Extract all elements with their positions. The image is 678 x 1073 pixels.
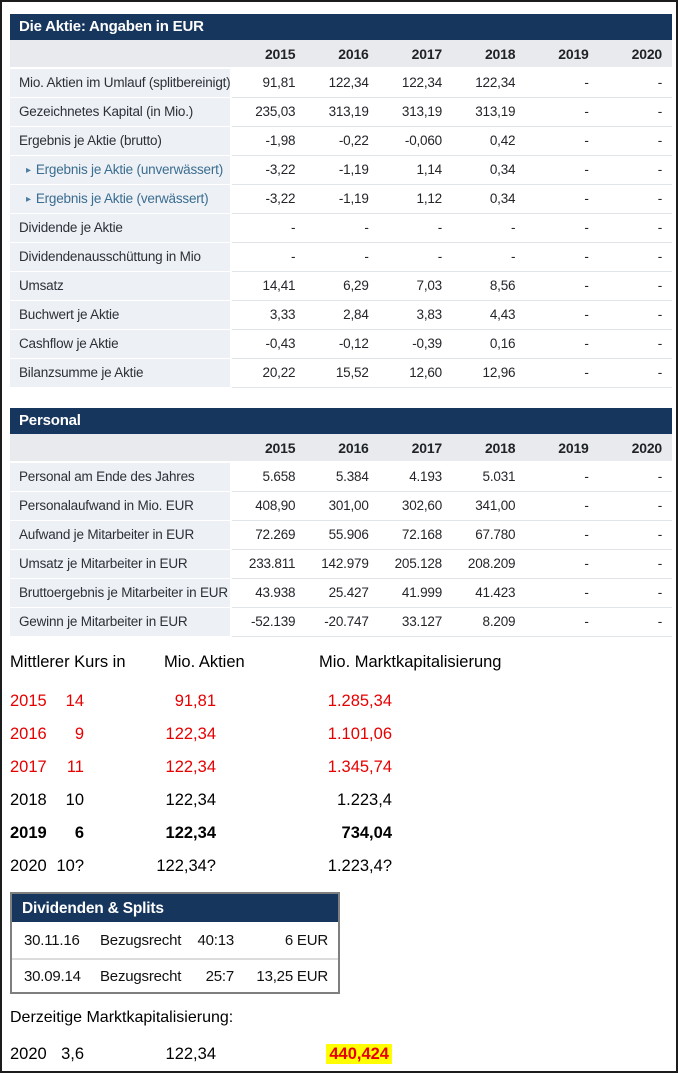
- kurs-row-aktien: 122,34: [165, 725, 216, 743]
- row-label-text: Ergebnis je Aktie (verwässert): [35, 191, 209, 206]
- row-label-text: Umsatz: [19, 278, 64, 293]
- kurs-row-kurs: 6: [74, 824, 84, 842]
- value-cell: -1,19: [305, 156, 378, 185]
- row-label-text: Mio. Aktien im Umlauf (splitbereinigt): [19, 75, 231, 90]
- kurs-row: [10, 850, 668, 883]
- dividend-row: [12, 924, 338, 958]
- expand-arrow-icon: ▸: [26, 165, 31, 176]
- aktie-table-title: Die Aktie: Angaben in EUR: [10, 14, 672, 40]
- row-label: [10, 579, 232, 608]
- table-row: [10, 550, 672, 579]
- kurs-row: [10, 784, 668, 817]
- year-header: 2017: [411, 45, 442, 62]
- row-label-text: Dividendenausschüttung in Mio: [19, 249, 201, 264]
- row-label-text: Buchwert je Aktie: [19, 307, 120, 322]
- dividend-type: Bezugsrecht: [100, 932, 182, 949]
- value-cell: -: [599, 330, 672, 359]
- table-row: [10, 69, 672, 98]
- value-cell: -: [379, 243, 452, 272]
- table-row: [10, 185, 672, 214]
- value-cell: 5.658: [232, 463, 305, 492]
- value-cell: -: [525, 69, 598, 98]
- value-cell: 2,84: [305, 301, 378, 330]
- value-cell: 8.209: [452, 608, 525, 637]
- kurs-row-aktien: 122,34: [165, 824, 216, 842]
- value-cell: -0,22: [305, 127, 378, 156]
- row-label: [10, 550, 232, 579]
- year-header: 2020: [631, 439, 662, 456]
- value-cell: -: [379, 214, 452, 243]
- table-row: [10, 330, 672, 359]
- value-cell: -0,43: [232, 330, 305, 359]
- dividend-amount: 6 EUR: [284, 932, 328, 949]
- kurs-row-marktkap: 734,04: [341, 824, 392, 842]
- row-label-text: Personalaufwand in Mio. EUR: [19, 498, 194, 513]
- kurs-row-aktien: 122,34: [165, 791, 216, 809]
- year-header: 2015: [264, 439, 296, 456]
- kurs-row: [10, 817, 668, 850]
- value-cell: 5.384: [305, 463, 378, 492]
- kurs-row-aktien: 91,81: [174, 692, 216, 710]
- row-label: [10, 301, 232, 330]
- kurs-row-aktien: 122,34?: [156, 857, 216, 875]
- row-label-text: Aufwand je Mitarbeiter in EUR: [19, 527, 195, 542]
- value-cell: -: [525, 127, 598, 156]
- year-header: 2016: [338, 45, 369, 62]
- value-cell: 313,19: [452, 98, 525, 127]
- value-cell: -52.139: [232, 608, 305, 637]
- value-cell: -: [599, 214, 672, 243]
- expand-arrow-icon: ▸: [26, 194, 31, 205]
- value-cell: -20.747: [305, 608, 378, 637]
- value-cell: 12,96: [452, 359, 525, 388]
- aktie-year-header-row: [10, 40, 672, 69]
- row-label: [10, 69, 232, 98]
- value-cell: -: [452, 243, 525, 272]
- value-cell: 20,22: [232, 359, 305, 388]
- value-cell: -: [452, 214, 525, 243]
- dividends-table-title: Dividenden & Splits: [12, 894, 338, 924]
- row-label-text: Cashflow je Aktie: [19, 336, 119, 351]
- value-cell: -: [525, 243, 598, 272]
- row-label: [10, 98, 232, 127]
- row-label: [10, 463, 232, 492]
- dividend-date: 30.11.16: [24, 932, 80, 949]
- kurs-header-marketcap: Mio. Marktkapitalisierung: [319, 653, 502, 671]
- value-cell: 313,19: [305, 98, 378, 127]
- value-cell: -: [599, 127, 672, 156]
- value-cell: 25.427: [305, 579, 378, 608]
- value-cell: -: [305, 214, 378, 243]
- value-cell: -: [599, 301, 672, 330]
- dividends-rows: [12, 924, 338, 992]
- value-cell: -0,39: [379, 330, 452, 359]
- value-cell: 0,34: [452, 156, 525, 185]
- table-row: [10, 463, 672, 492]
- value-cell: 6,29: [305, 272, 378, 301]
- value-cell: -: [599, 492, 672, 521]
- value-cell: 341,00: [452, 492, 525, 521]
- row-label: [10, 330, 232, 359]
- kurs-row-marktkap: 1.285,34: [327, 692, 392, 710]
- year-header: 2017: [411, 439, 442, 456]
- value-cell: 14,41: [232, 272, 305, 301]
- value-cell: -: [599, 463, 672, 492]
- value-cell: -: [525, 330, 598, 359]
- row-label: [10, 272, 232, 301]
- value-cell: -: [599, 359, 672, 388]
- kurs-row-kurs: 11: [66, 758, 84, 776]
- dividend-ratio: 25:7: [205, 968, 234, 985]
- value-cell: -: [525, 156, 598, 185]
- row-label-text: Personal am Ende des Jahres: [19, 469, 195, 484]
- current-cap-value-cell: [216, 1045, 392, 1064]
- value-cell: 122,34: [305, 69, 378, 98]
- kurs-header-shares: Mio. Aktien: [164, 653, 245, 671]
- year-header: 2020: [631, 45, 662, 62]
- value-cell: 43.938: [232, 579, 305, 608]
- kurs-row-kurs: 9: [74, 725, 84, 743]
- dividend-type: Bezugsrecht: [100, 968, 182, 985]
- table-row: [10, 579, 672, 608]
- value-cell: -: [525, 550, 598, 579]
- kurs-row-year: 2017: [10, 758, 47, 776]
- value-cell: -: [232, 214, 305, 243]
- row-label-text: Bruttoergebnis je Mitarbeiter in EUR: [19, 585, 228, 600]
- year-header: 2018: [484, 439, 516, 456]
- value-cell: 122,34: [452, 69, 525, 98]
- row-label-text: Dividende je Aktie: [19, 220, 123, 235]
- row-label: [10, 521, 232, 550]
- expandable-row-label[interactable]: [10, 156, 232, 185]
- value-cell: 142.979: [305, 550, 378, 579]
- kurs-row-marktkap: 1.223,4: [336, 791, 392, 809]
- value-cell: -3,22: [232, 185, 305, 214]
- value-cell: -1,19: [305, 185, 378, 214]
- row-label-text: Ergebnis je Aktie (unverwässert): [35, 162, 224, 177]
- value-cell: -: [525, 214, 598, 243]
- value-cell: -: [305, 243, 378, 272]
- value-cell: -: [599, 521, 672, 550]
- value-cell: 122,34: [379, 69, 452, 98]
- value-cell: 1,12: [379, 185, 452, 214]
- kurs-row: [10, 751, 668, 784]
- row-label-text: Ergebnis je Aktie (brutto): [19, 133, 162, 148]
- value-cell: 235,03: [232, 98, 305, 127]
- value-cell: 4.193: [379, 463, 452, 492]
- dividend-amount: 13,25 EUR: [256, 968, 328, 985]
- kurs-section: [10, 653, 668, 883]
- dividend-row: [12, 958, 338, 992]
- kurs-row-kurs: 14: [65, 692, 84, 710]
- kurs-row-marktkap: 1.101,06: [327, 725, 392, 743]
- current-cap-price: 3,6: [61, 1044, 84, 1063]
- row-label: [10, 359, 232, 388]
- value-cell: 0,16: [452, 330, 525, 359]
- value-cell: -3,22: [232, 156, 305, 185]
- value-cell: -: [525, 301, 598, 330]
- dividend-ratio: 40:13: [197, 932, 234, 949]
- value-cell: 7,03: [379, 272, 452, 301]
- value-cell: -: [599, 243, 672, 272]
- current-cap-label: Derzeitige Marktkapitalisierung:: [10, 1009, 234, 1026]
- dividends-table: [10, 892, 340, 994]
- aktie-table-body: [10, 69, 672, 388]
- value-cell: 8,56: [452, 272, 525, 301]
- current-cap-year: 2020: [10, 1044, 47, 1063]
- table-row: [10, 521, 672, 550]
- kurs-row-marktkap: 1.223,4?: [327, 857, 392, 875]
- value-cell: -1,98: [232, 127, 305, 156]
- year-header: 2018: [484, 45, 516, 62]
- value-cell: -: [599, 69, 672, 98]
- value-cell: -0,12: [305, 330, 378, 359]
- value-cell: -: [525, 185, 598, 214]
- page: [2, 2, 676, 1071]
- kurs-row-kurs: 10: [65, 791, 84, 809]
- personal-table: [10, 408, 672, 637]
- value-cell: 55.906: [305, 521, 378, 550]
- year-header: 2015: [264, 45, 296, 62]
- value-cell: 205.128: [379, 550, 452, 579]
- value-cell: -: [525, 359, 598, 388]
- value-cell: 313,19: [379, 98, 452, 127]
- kurs-row-marktkap: 1.345,74: [327, 758, 392, 776]
- table-row: [10, 156, 672, 185]
- kurs-row: [10, 718, 668, 751]
- value-cell: -: [525, 98, 598, 127]
- value-cell: -0,060: [379, 127, 452, 156]
- value-cell: 67.780: [452, 521, 525, 550]
- kurs-row: [10, 685, 668, 718]
- value-cell: 3,33: [232, 301, 305, 330]
- row-label: [10, 127, 232, 156]
- highlighted-marketcap-value: 440,424: [326, 1044, 392, 1064]
- value-cell: 41.999: [379, 579, 452, 608]
- table-row: [10, 243, 672, 272]
- kurs-row-year: 2016: [10, 725, 47, 743]
- table-row: [10, 127, 672, 156]
- row-label: [10, 608, 232, 637]
- table-row: [10, 214, 672, 243]
- value-cell: -: [599, 550, 672, 579]
- row-label-text: Umsatz je Mitarbeiter in EUR: [19, 556, 188, 571]
- value-cell: 91,81: [232, 69, 305, 98]
- value-cell: 5.031: [452, 463, 525, 492]
- value-cell: 72.269: [232, 521, 305, 550]
- row-label-text: Gezeichnetes Kapital (in Mio.): [19, 104, 194, 119]
- value-cell: 12,60: [379, 359, 452, 388]
- row-label: [10, 492, 232, 521]
- table-row: [10, 492, 672, 521]
- value-cell: 0,34: [452, 185, 525, 214]
- year-header: 2019: [558, 439, 589, 456]
- value-cell: -: [232, 243, 305, 272]
- value-cell: 208.209: [452, 550, 525, 579]
- aktie-table: [10, 14, 672, 388]
- value-cell: 0,42: [452, 127, 525, 156]
- row-label-text: Bilanzsumme je Aktie: [19, 365, 144, 380]
- value-cell: -: [525, 608, 598, 637]
- dividend-date: 30.09.14: [24, 968, 81, 985]
- value-cell: -: [599, 185, 672, 214]
- value-cell: 72.168: [379, 521, 452, 550]
- kurs-rows: [10, 685, 668, 883]
- row-label-text: Gewinn je Mitarbeiter in EUR: [19, 614, 188, 629]
- value-cell: 301,00: [305, 492, 378, 521]
- value-cell: -: [599, 156, 672, 185]
- value-cell: 408,90: [232, 492, 305, 521]
- value-cell: 3,83: [379, 301, 452, 330]
- kurs-row-year: 2015: [10, 692, 47, 710]
- value-cell: 33.127: [379, 608, 452, 637]
- value-cell: -: [525, 579, 598, 608]
- table-row: [10, 608, 672, 637]
- value-cell: -: [599, 579, 672, 608]
- value-cell: -: [525, 272, 598, 301]
- value-cell: -: [599, 608, 672, 637]
- kurs-header-price: Mittlerer Kurs in: [10, 653, 126, 671]
- value-cell: -: [525, 463, 598, 492]
- kurs-header-row: [10, 653, 668, 675]
- value-cell: 1,14: [379, 156, 452, 185]
- year-header: 2016: [338, 439, 369, 456]
- current-cap-shares: 122,34: [165, 1044, 216, 1063]
- kurs-row-year: 2020: [10, 857, 47, 875]
- personal-table-body: [10, 463, 672, 637]
- table-row: [10, 359, 672, 388]
- year-header: 2019: [558, 45, 589, 62]
- personal-table-title: Personal: [10, 408, 672, 434]
- kurs-row-year: 2019: [10, 824, 47, 842]
- table-row: [10, 272, 672, 301]
- expandable-row-label[interactable]: [10, 185, 232, 214]
- value-cell: -: [599, 272, 672, 301]
- value-cell: 4,43: [452, 301, 525, 330]
- kurs-row-kurs: 10?: [56, 857, 84, 875]
- kurs-row-year: 2018: [10, 791, 47, 809]
- personal-year-header-row: [10, 434, 672, 463]
- row-label: [10, 214, 232, 243]
- value-cell: -: [599, 98, 672, 127]
- kurs-row-aktien: 122,34: [165, 758, 216, 776]
- section-gap: [10, 388, 668, 408]
- current-cap-row: [10, 1042, 668, 1066]
- value-cell: -: [525, 492, 598, 521]
- row-label: [10, 243, 232, 272]
- table-row: [10, 98, 672, 127]
- value-cell: 233.811: [232, 550, 305, 579]
- value-cell: -: [525, 521, 598, 550]
- value-cell: 15,52: [305, 359, 378, 388]
- value-cell: 302,60: [379, 492, 452, 521]
- table-row: [10, 301, 672, 330]
- value-cell: 41.423: [452, 579, 525, 608]
